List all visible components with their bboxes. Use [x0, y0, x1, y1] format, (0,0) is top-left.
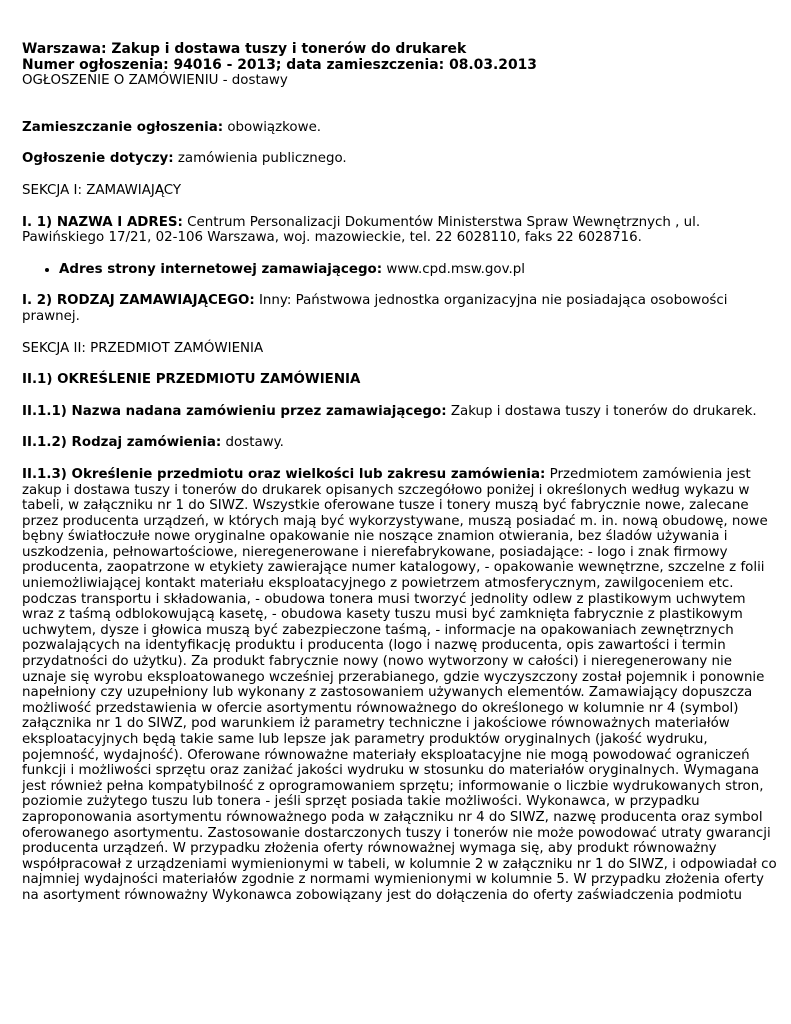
concerns-label: Ogłoszenie dotyczy:: [22, 151, 174, 167]
authority-kind-value: Inny: Państwowa jednostka organizacyjna nie posiadająca osobowości prawnej.: [22, 293, 728, 324]
notice-title: Warszawa: Zakup i dostawa tuszy i tonerów do drukarek: [22, 41, 467, 57]
obligation-row: [22, 120, 777, 136]
contracting-authority-row: [22, 215, 777, 246]
name-address-label: I. 1) NAZWA I ADRES:: [22, 214, 183, 230]
authority-kind-label: I. 2) RODZAJ ZAMAWIAJĄCEGO:: [22, 293, 255, 309]
notice-type: OGŁOSZENIE O ZAMÓWIENIU - dostawy: [22, 73, 288, 89]
concerns-row: [22, 151, 777, 167]
order-scope-value: Przedmiotem zamówienia jest zakup i dostawa tuszy i tonerów do drukarek opisanych szczegółowo poniżej i określonych według wykazu w tabeli, w załączniku nr 1 do SIWZ. Wszystkie oferowane tusze i tonery muszą być fabrycznie nowe, zalecane przez producenta urządzeń, w których mają być wykorzystywane, muszą posiadać m. in. nową obudowę, nowe bębny światłoczułe nowe oryginalne opakowanie nie noszące znamion otwierania, bez śladów używania i uszkodzenia, pełnowartościowe, nieregenerowane i nierefabrykowane, posiadające: - logo i znak firmowy producenta, zaopatrzone w etykiety zawierające numer katalogowy, - opakowanie wewnętrzne, szczelne z folii uniemożliwiającej kontakt materiału eksploatacyjnego z powietrzem atmosferycznym, zawilgoceniem etc. podczas transportu i składowania, - obudowa tonera musi tworzyć jednolity odlew z plastikowym uchwytem wraz z taśmą odblokowującą kasetę, - obudowa kasety tuszu musi być zamknięta fabrycznie z plastikowym uchwytem, dysze i głowica muszą być zabezpieczone taśmą, - informacje na opakowaniach zewnętrznych pozwalających na identyfikację produktu i producenta (logo i nazwę producenta, opis zawartości i termin przydatności do użytku). Za produkt fabrycznie nowy (nowo wytworzony w całości) i nieregenerowany nie uznaje się wyrobu eksploatowanego wcześniej przerabianego, gdzie wyczyszczony został pojemnik i ponownie napełniony czy uzupełniony lub wykonany z zastosowaniem używanych elementów. Zamawiający dopuszcza możliwość przedstawienia w ofercie asortymentu równoważnego do określonego w kolumnie nr 4 (symbol) załącznika nr 1 do SIWZ, pod warunkiem iż parametry techniczne i jakościowe równoważnych materiałów eksploatacyjnych będą takie same lub lepsze jak parametry produktów oryginalnych (jakość wydruku, pojemność, wydajność). Oferowane równoważne materiały eksploatacyjne nie mogą powodować ograniczeń funkcji i możliwości sprzętu oraz zaniżać jakości wydruku w stosunku do materiałów oryginalnych. Wymagana jest również pełna kompatybilność z oprogramowaniem sprzętu; informowanie o liczbie wydrukowanych stron, poziomie zużytego tuszu lub tonera - jeśli sprzęt posiada takie możliwości. Wykonawca, w przypadku zaproponowania asortymentu równoważnego poda w załączniku nr 4 do SIWZ, nazwę producenta oraz symbol oferowanego asortymentu. Zastosowanie dostarczonych tuszy i tonerów nie może powodować utraty gwarancji producenta urządzeń. W przypadku złożenia oferty równoważnej wymaga się, aby produkt równoważny współpracował z urządzeniami wymienionymi w tabeli, w kolumnie 2 w załączniku nr 1 do SIWZ, i odpowiadał co najmniej wydajności materiałów zgodnie z normami wymienionymi w kolumnie 5. W przypadku złożenia oferty na asortyment równoważny Wykonawca zobowiązany jest do dołączenia do oferty zaświadczenia podmiotu: [22, 466, 777, 903]
name-address-value: Centrum Personalizacji Dokumentów Ministerstwa Spraw Wewnętrznych , ul. Pawińskiego 17/21, 02-106 Warszawa, woj. mazowieckie, tel. 22 6028110, faks 22 6028716.: [22, 214, 701, 246]
list-item: [59, 262, 777, 278]
order-kind-value: dostawy.: [225, 435, 284, 451]
section1-heading: SEKCJA I: ZAMAWIAJĄCY: [22, 182, 182, 198]
authority-kind-row: [22, 293, 777, 324]
section2-heading: SEKCJA II: PRZEDMIOT ZAMÓWIENIA: [22, 340, 264, 356]
notice-header: [22, 42, 777, 89]
website-label: Adres strony internetowej zamawiającego:: [59, 261, 383, 277]
section2-subheading: II.1) OKREŚLENIE PRZEDMIOTU ZAMÓWIENIA: [22, 372, 361, 388]
order-kind-label: II.1.2) Rodzaj zamówienia:: [22, 435, 222, 451]
obligation-value: obowiązkowe.: [227, 119, 322, 135]
section2-subheading-row: [22, 372, 777, 388]
order-name-value: Zakup i dostawa tuszy i tonerów do drukarek.: [450, 403, 757, 419]
order-scope-row: [22, 467, 777, 904]
order-name-row: [22, 404, 777, 420]
order-kind-row: [22, 435, 777, 451]
notice-number-line: Numer ogłoszenia: 94016 - 2013; data zamieszczenia: 08.03.2013: [22, 56, 537, 73]
website-list: [22, 262, 777, 278]
obligation-label: Zamieszczanie ogłoszenia:: [22, 119, 224, 135]
order-name-label: II.1.1) Nazwa nadana zamówieniu przez zamawiającego:: [22, 403, 447, 419]
concerns-value: zamówienia publicznego.: [177, 151, 347, 167]
order-scope-label: II.1.3) Określenie przedmiotu oraz wielkości lub zakresu zamówienia:: [22, 466, 546, 482]
website-value: www.cpd.msw.gov.pl: [386, 261, 525, 277]
